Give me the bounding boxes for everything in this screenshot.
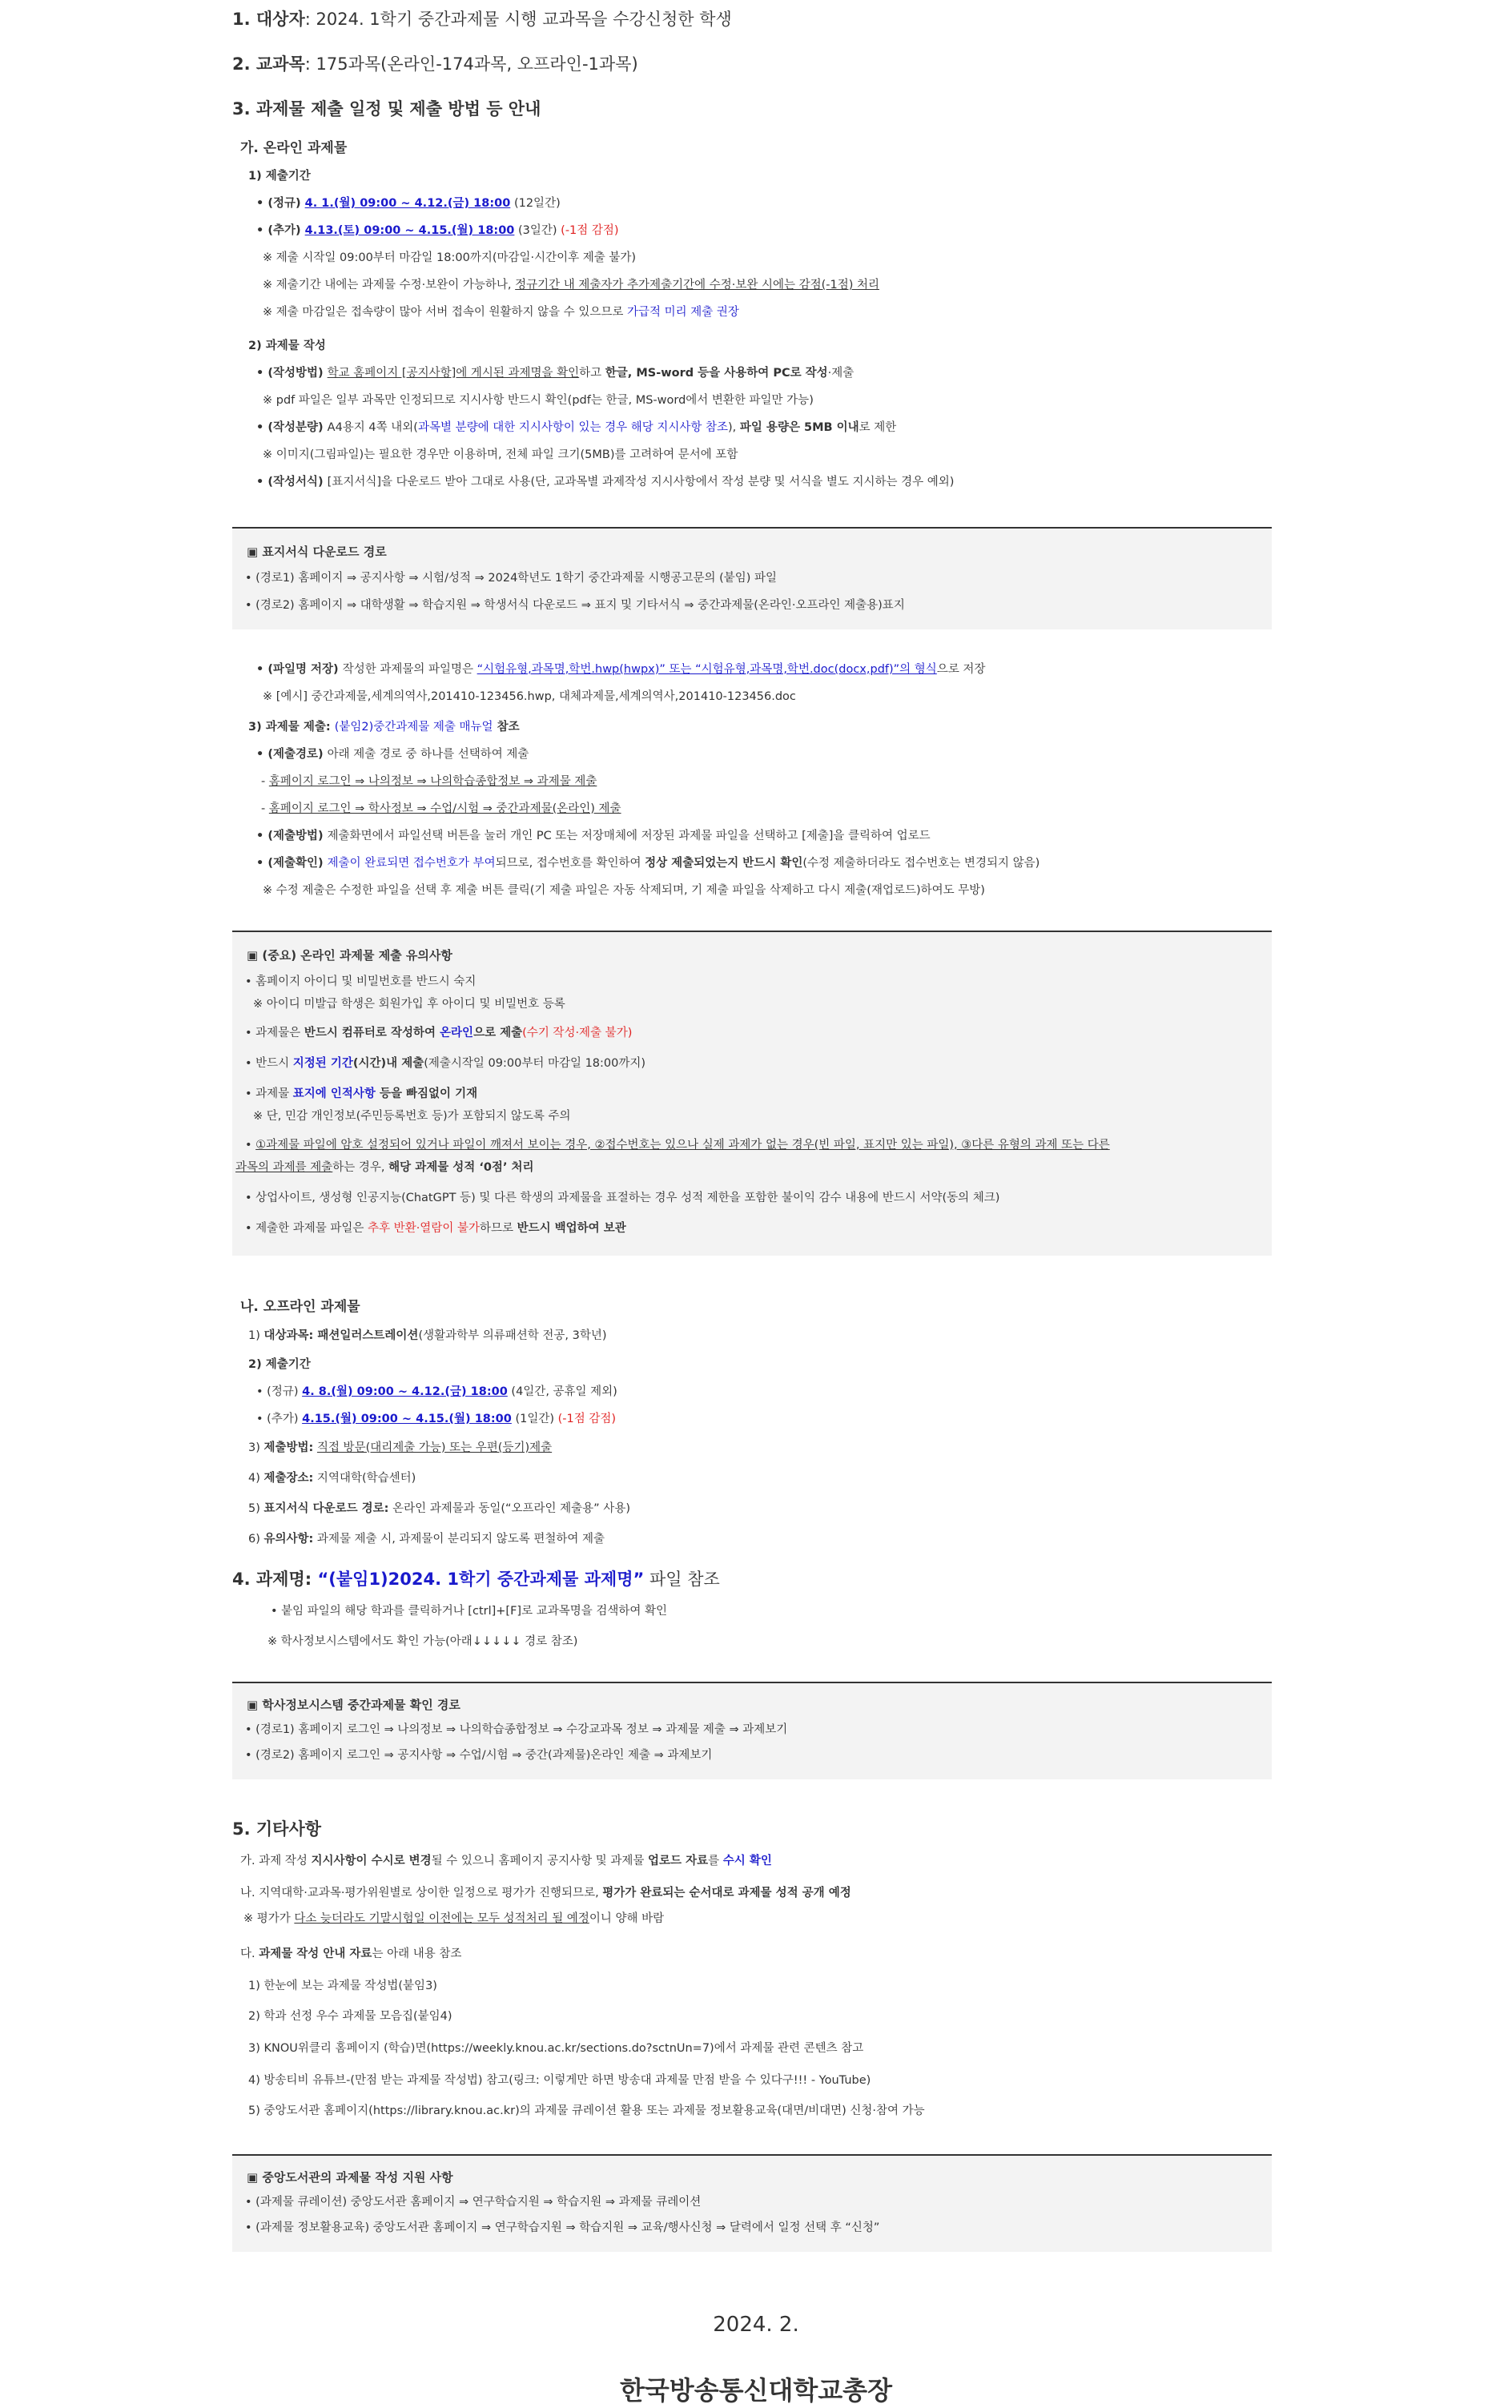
- box-line: • (과제물 정보활용교육) 중앙도서관 홈페이지 ⇒ 연구학습지원 ⇒ 학습지원 ⇒ 교육/행사신청 ⇒ 달력에서 일정 선택 후 “신청”: [245, 2221, 880, 2234]
- submit-method: [256, 830, 931, 843]
- item-text: 표지서식 다운로드 경로:: [263, 1502, 389, 1515]
- box-line: • (경로1) 홈페이지 ⇒ 공지사항 ⇒ 시험/성적 ⇒ 2024학년도 1학기 중간과제물 시행공고문의 (붙임) 파일: [245, 572, 778, 585]
- item-text: 가. 과제 작성: [240, 1855, 312, 1867]
- item-label: 3) 과제물 제출: [248, 721, 326, 734]
- date-range: 4. 1.(월) 09:00 ~ 4.12.(금) 18:00: [304, 197, 511, 210]
- issuer-signature: 한국방송통신대학교총장: [619, 2375, 893, 2406]
- assignment-note: ※ 학사정보시스템에서도 확인 가능(아래↓↓↓↓↓ 경로 참조): [267, 1635, 578, 1648]
- item-text: 한글, MS-word 등을 사용하여 PC로 작성: [605, 367, 828, 380]
- item-label: • (제출방법): [256, 830, 328, 842]
- section-misc-title: 5. 기타사항: [232, 1819, 322, 1839]
- item-label: • (작성분량): [256, 421, 328, 434]
- item-text: 정규기간 내 제출자가 추가제출기간에 수정·보완 시에는 감점(-1점) 처리: [515, 279, 879, 291]
- item-text: 되므로, 접수번호를 확인하여: [495, 857, 645, 870]
- important-notice-box: [232, 931, 1272, 1256]
- misc-item: [240, 1855, 772, 1868]
- item-text: 홈페이지 로그인 ⇒ 학사정보 ⇒ 수업/시험 ⇒ 중간과제물(온라인) 제출: [268, 802, 621, 815]
- item-text: 다소 늦더라도 기말시험일 이전에는 모두 성적처리 될 예정: [294, 1912, 589, 1925]
- offline-title: 나. 오프라인 과제물: [240, 1299, 360, 1315]
- item-text: ※ 제출기간 내에는 과제물 수정·보완이 가능하나,: [263, 279, 516, 291]
- item-label: • (추가): [256, 224, 305, 237]
- penalty-text: (-1점 감점): [561, 224, 619, 237]
- item-text: (1일간): [511, 1413, 558, 1425]
- item-text: 유의사항:: [263, 1533, 314, 1546]
- item-text: ※ 제출 마감일은 접속량이 많아 서버 접속이 원활하지 않을 수 있으므로: [263, 306, 628, 319]
- item-text: 제출이 완료되면 접수번호가 부여: [327, 857, 496, 870]
- item-text: 해당 과제물 성적 ‘0점’ 처리: [388, 1161, 534, 1174]
- assignment-note: • 붙임 파일의 해당 학과를 클릭하거나 [ctrl]+[F]로 교과목명을 검색하여 확인: [271, 1605, 667, 1618]
- reference-item: 3) KNOU위클리 홈페이지 (학습)면(https://weekly.knou.ac.kr/sections.do?sctnUn=7)에서 과제물 관련 콘텐츠 참고: [248, 2042, 864, 2055]
- item-text: 로 제한: [859, 421, 897, 434]
- item-text: • 과제물은: [245, 1027, 304, 1039]
- box-line: [245, 1222, 626, 1236]
- item-text: 가급적 미리 제출 권장: [627, 306, 739, 319]
- item-text: (제출시작일 09:00부터 마감일 18:00까지): [424, 1057, 646, 1070]
- item-text: (수정 제출하더라도 접수번호는 변경되지 않음): [802, 857, 1040, 870]
- item-label: • (제출경로): [256, 748, 328, 761]
- box-line: • (과제물 큐레이션) 중앙도서관 홈페이지 ⇒ 연구학습지원 ⇒ 학습지원 ⇒ 과제물 큐레이션: [245, 2196, 702, 2209]
- section-label: 1. 대상자: [232, 10, 305, 29]
- reference-item: 4) 방송티비 유튜브-(만점 받는 과제물 작성법) 참고(링크: 이렇게만 하면 방송대 과제물 만점 받을 수 있다구!!! - YouTube): [248, 2074, 871, 2087]
- item-text: “시험유형,과목명,학번.hwp(hwpx)” 또는 “시험유형,과목명,학번.doc(docx,pdf)”의 형식: [477, 663, 937, 676]
- item-text: (시간)내 제출: [352, 1057, 424, 1070]
- item-text: 파일 용량은 5MB 이내: [739, 421, 859, 434]
- misc-note: [243, 1912, 664, 1926]
- box-line: [245, 1087, 477, 1101]
- item-text: 학교 홈페이지 [공지사항]에 게시된 과제명을 확인: [327, 367, 580, 380]
- item-text: 나. 지역대학·교과목·평가위원별로 상이한 일정으로 평가가 진행되므로,: [240, 1887, 603, 1899]
- item-text: 다.: [240, 1948, 259, 1960]
- section-courses: [232, 54, 638, 74]
- item-text: 반드시 컴퓨터로 작성하여: [304, 1027, 440, 1039]
- period-heading: 1) 제출기간: [248, 170, 311, 183]
- item-text: 를: [708, 1855, 723, 1867]
- note: [263, 306, 739, 320]
- date-range: 4.13.(토) 09:00 ~ 4.15.(월) 18:00: [304, 224, 515, 237]
- item-text: -: [261, 775, 269, 788]
- online-title: 가. 온라인 과제물: [240, 140, 348, 156]
- item-text: 될 수 있으니 홈페이지 공지사항 및 과제물: [431, 1855, 649, 1867]
- item-text: 표지에 인적사항: [292, 1087, 376, 1100]
- writing-length: [256, 421, 896, 435]
- item-text: 지시사항이 수시로 변경: [311, 1855, 432, 1867]
- item-text: 지정된 기간: [292, 1057, 353, 1070]
- misc-item: [240, 1948, 461, 1961]
- item-text: 지역대학(학습센터): [313, 1472, 416, 1485]
- item-text: 하고: [579, 367, 605, 380]
- item-text: 수시 확인: [722, 1855, 772, 1867]
- item-text: (12일간): [510, 197, 561, 210]
- writing-format: [256, 476, 954, 489]
- item-text: 업로드 자료: [648, 1855, 709, 1867]
- period-regular: [256, 197, 561, 211]
- item-text: (4일간, 공휴일 제외): [507, 1385, 617, 1398]
- item-text: 등을 빠짐없이 기재: [375, 1087, 478, 1100]
- date-range: 4. 8.(월) 09:00 ~ 4.12.(금) 18:00: [302, 1385, 508, 1398]
- item-text: 6): [248, 1533, 264, 1546]
- offline-caution: [248, 1533, 605, 1546]
- attachment-link[interactable]: (붙임2)중간과제물 제출 매뉴얼: [334, 721, 493, 734]
- item-text: 아래 제출 경로 중 하나를 선택하여 제출: [327, 748, 529, 761]
- misc-item: [240, 1887, 851, 1900]
- section-text: : 175과목(온라인-174과목, 오프라인-1과목): [304, 54, 638, 74]
- offline-course: [248, 1329, 607, 1343]
- item-text: 제출방법:: [263, 1441, 314, 1454]
- item-text: 홈페이지 로그인 ⇒ 나의정보 ⇒ 나의학습종합정보 ⇒ 과제물 제출: [268, 775, 597, 788]
- item-label: • (제출확인): [256, 857, 328, 870]
- item-text: 3): [248, 1441, 264, 1454]
- item-text: 대상과목: 패션일러스트레이션: [263, 1329, 419, 1342]
- item-text: 으로 제출: [473, 1027, 523, 1039]
- item-label: • (작성방법): [256, 367, 328, 380]
- box-line: [245, 1139, 1110, 1152]
- box-title: ▣ 학사정보시스템 중간과제물 확인 경로: [247, 1698, 460, 1712]
- item-text: 제출화면에서 파일선택 버튼을 눌러 개인 PC 또는 저장매체에 저장된 과제물 파일을 선택하고 [제출]을 클릭하여 업로드: [327, 830, 931, 842]
- section-text: 파일 참조: [644, 1570, 720, 1589]
- item-text: •: [245, 1139, 256, 1152]
- note: ※ 이미지(그림파일)는 필요한 경우만 이용하며, 전체 파일 크기(5MB)를 고려하여 문서에 포함: [263, 448, 738, 461]
- item-text: 작성한 과제물의 파일명은: [342, 663, 477, 676]
- section-schedule-title: 3. 과제물 제출 일정 및 제출 방법 등 안내: [232, 99, 541, 119]
- item-text: 직접 방문(대리제출 가능) 또는 우편(등기)제출: [316, 1441, 553, 1454]
- item-text: ①과제물 파일에 암호 설정되어 있거나 파일이 깨져서 보이는 경우, ②접수번호는 있으나 실제 과제가 없는 경우(빈 파일, 표지만 있는 파일), ③다른 유형의 과제 또는 다른: [255, 1139, 1110, 1152]
- item-label: • (추가): [256, 1413, 303, 1425]
- item-text: 반드시 백업하여 보관: [517, 1222, 626, 1235]
- reference-item: 5) 중앙도서관 홈페이지(https://library.knou.ac.kr)의 과제물 큐레이션 활용 또는 과제물 정보활용교육(대면/비대면) 신청·참여 가능: [248, 2104, 925, 2117]
- item-label: • (작성서식): [256, 476, 328, 488]
- item-text: (생활과학부 의류패션학 전공, 3학년): [418, 1329, 607, 1342]
- item-text: 평가가 완료되는 순서대로 과제물 성적 공개 예정: [602, 1887, 851, 1899]
- box-line: • 상업사이트, 생성형 인공지능(ChatGPT 등) 및 다른 학생의 과제물을 표절하는 경우 성적 제한을 포함한 불이익 감수 내용에 반드시 서약(동의 체크): [245, 1192, 1000, 1204]
- box-title: ▣ 중앙도서관의 과제물 작성 지원 사항: [247, 2170, 453, 2185]
- item-text: A4용지 4쪽 내외(: [327, 421, 418, 434]
- submit-route-1: [261, 775, 597, 789]
- note: ※ 제출 시작일 09:00부터 마감일 18:00까지(마감일·시간이후 제출 불가): [263, 251, 637, 264]
- submit-route-2: [261, 802, 621, 816]
- section-label: 4. 과제명:: [232, 1570, 318, 1589]
- item-text: • 과제물: [245, 1087, 293, 1100]
- item-text: [표지서식]을 다운로드 받아 그대로 사용(단, 교과목별 과제작성 지시사항에서 작성 분량 및 서식을 별도 지시하는 경우 예외): [327, 476, 955, 488]
- item-text: 과목의 과제를 제출: [235, 1161, 333, 1174]
- item-text: 온라인: [440, 1027, 474, 1039]
- item-text: ),: [727, 421, 740, 434]
- item-text: 는 아래 내용 참조: [372, 1948, 462, 1960]
- submit-confirm: [256, 857, 1040, 870]
- item-text: • 반드시: [245, 1057, 293, 1070]
- box-title: ▣ (중요) 온라인 과제물 제출 유의사항: [247, 948, 452, 963]
- item-text: :: [325, 721, 335, 734]
- item-text: 하므로: [479, 1222, 517, 1235]
- item-text: (3일간): [514, 224, 561, 237]
- item-label: • (정규): [256, 1385, 303, 1398]
- writing-method: [256, 367, 854, 380]
- box-line: [235, 1161, 534, 1175]
- offline-method: [248, 1441, 552, 1455]
- note: [263, 279, 879, 292]
- penalty-text: (-1점 감점): [557, 1413, 617, 1425]
- item-text: 5): [248, 1502, 264, 1515]
- item-text: 과목별 분량에 대한 지시사항이 있는 경우 해당 지시사항 참조: [417, 421, 728, 434]
- reference-item: 2) 학과 선정 우수 과제물 모음집(붙임4): [248, 2010, 452, 2023]
- box-line: • (경로2) 홈페이지 로그인 ⇒ 공지사항 ⇒ 수업/시험 ⇒ 중간(과제물)온라인 제출 ⇒ 과제보기: [245, 1749, 713, 1762]
- offline-period-heading: 2) 제출기간: [248, 1358, 311, 1371]
- item-text: 하는 경우,: [332, 1161, 389, 1174]
- period-additional: [256, 224, 619, 238]
- item-text: 이니 양해 바람: [589, 1912, 665, 1925]
- section-text: : 2024. 1학기 중간과제물 시행 교과목을 수강신청한 학생: [304, 10, 732, 29]
- item-label: • (정규): [256, 197, 305, 210]
- box-line: • (경로2) 홈페이지 ⇒ 대학생활 ⇒ 학습지원 ⇒ 학생서식 다운로드 ⇒ 표지 및 기타서식 ⇒ 중간과제물(온라인·오프라인 제출용)표지: [245, 599, 905, 612]
- writing-heading: 2) 과제물 작성: [248, 340, 326, 352]
- note: ※ 수정 제출은 수정한 파일을 선택 후 제출 버튼 클릭(기 제출 파일은 자동 삭제되며, 기 제출 파일을 삭제하고 다시 제출(재업로드)하여도 무방): [263, 884, 985, 897]
- date-range: 4.15.(월) 09:00 ~ 4.15.(월) 18:00: [302, 1413, 512, 1425]
- item-text: 추후 반환·열람이 불가: [368, 1222, 480, 1235]
- note: ※ [예시] 중간과제물,세계의역사,201410-123456.hwp, 대체과제물,세계의역사,201410-123456.doc: [263, 690, 796, 703]
- box-line: • (경로1) 홈페이지 로그인 ⇒ 나의정보 ⇒ 나의학습종합정보 ⇒ 수강교과목 정보 ⇒ 과제물 제출 ⇒ 과제보기: [245, 1723, 788, 1736]
- box-line: [245, 1057, 645, 1071]
- item-text: (수기 작성·제출 불가): [522, 1027, 633, 1039]
- box-line: [245, 1027, 632, 1040]
- item-text: • 제출한 과제물 파일은: [245, 1222, 368, 1235]
- item-text: 정상 제출되었는지 반드시 확인: [645, 857, 803, 870]
- submit-heading: [248, 721, 520, 734]
- reference-item: 1) 한눈에 보는 과제물 작성법(붙임3): [248, 1980, 437, 1992]
- box-note: ※ 단, 민감 개인정보(주민등록번호 등)가 포함되지 않도록 주의: [253, 1110, 571, 1123]
- item-text: 4): [248, 1472, 264, 1485]
- attachment-link[interactable]: “(붙임1)2024. 1학기 중간과제물 과제명”: [317, 1570, 645, 1589]
- item-text: 과제물 제출 시, 과제물이 분리되지 않도록 편철하여 제출: [313, 1533, 605, 1546]
- notice-date: 2024. 2.: [713, 2313, 799, 2337]
- item-text: 1): [248, 1329, 264, 1342]
- box-line: • 홈페이지 아이디 및 비밀번호를 반드시 숙지: [245, 975, 477, 988]
- item-text: 온라인 과제물과 동일(“오프라인 제출용” 사용): [388, 1502, 630, 1515]
- item-text: -: [261, 802, 269, 815]
- note: ※ pdf 파일은 일부 과목만 인정되므로 지시사항 반드시 확인(pdf는 한글, MS-word에서 변환한 파일만 가능): [263, 394, 814, 407]
- offline-place: [248, 1472, 416, 1485]
- box-title: ▣ 표지서식 다운로드 경로: [247, 545, 387, 559]
- item-text: 과제물 작성 안내 자료: [259, 1948, 372, 1960]
- section-target: [232, 10, 732, 30]
- item-text: 제출장소:: [263, 1472, 314, 1485]
- item-text: 으로 저장: [936, 663, 986, 676]
- item-text: 참조: [493, 721, 520, 734]
- box-note: ※ 아이디 미발급 학생은 회원가입 후 아이디 및 비밀번호 등록: [253, 998, 565, 1011]
- section-assignment-title: [232, 1570, 720, 1590]
- item-text: ·제출: [827, 367, 855, 380]
- section-label: 2. 교과목: [232, 54, 305, 74]
- filename-rule: [256, 663, 985, 677]
- system-path-box: [232, 1682, 1272, 1779]
- cover-download-box: [232, 527, 1272, 629]
- item-text: ※ 평가가: [243, 1912, 295, 1925]
- library-support-box: [232, 2154, 1272, 2252]
- item-label: • (파일명 저장): [256, 663, 343, 676]
- submit-route: [256, 748, 529, 762]
- offline-period-regular: [256, 1385, 617, 1399]
- offline-cover: [248, 1502, 630, 1516]
- offline-period-additional: [256, 1413, 616, 1426]
